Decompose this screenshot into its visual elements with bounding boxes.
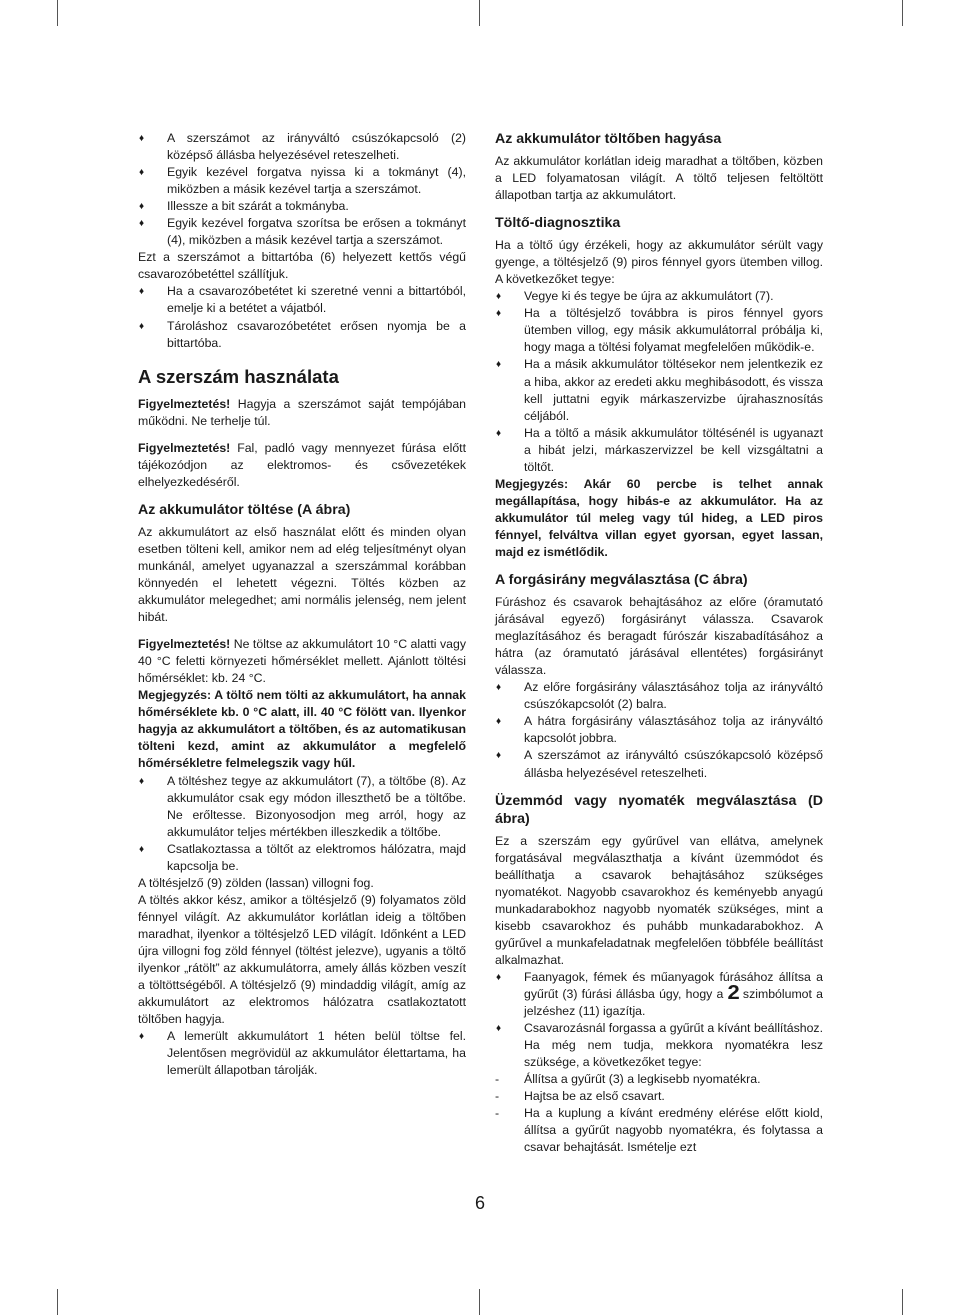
paragraph: Ez a szerszám egy gyűrűvel van ellátva, amelynek forgatásával megválaszthatja a kívánt üzemmódot és beállíthatja a csavarok behajtásához szükséges nyomatékot. Nagyobb csavarokhoz és keményebb anyagú munkadarabokhoz nagyobb nyomaték szükséges, mint a kisebb csavarokhoz és puhább munkadarabokhoz. A gyűrűvel a munkafeladatnak megfelelően többféle beállítást alkalmazhat. [495,833,823,967]
charging-steps-list [138,773,466,875]
crop-mark-bottom-left [57,1289,58,1315]
list-item: ♦ A töltéshez tegye az akkumulátort (7), a töltőbe (8). Az akkumulátor csak egy módon illeszthető be a töltőbe. Ne erőltesse. Bizonyosodjon meg arról, hogy az akkumulátor teljes mértékben illeszkedik a töltőbe. [139,773,466,839]
crop-mark-top-center [479,0,480,26]
diamond-bullet-icon: ♦ [139,1031,145,1043]
list-item: ♦ Illessze a bit szárát a tokmányba. [138,198,466,215]
list-item: ♦ Ha a töltő a másik akkumulátor töltésénél is ugyanazt a hibát jelzi, márkaszervizzel be kell vizsgáltatni a töltőt. [496,425,823,474]
list-item: ♦ Ha a másik akkumulátor töltésekor nem jelentkezik ez a hiba, akkor az eredeti akku meghibásodott, és vissza kell juttatni egyik márkaszervizbe újrahasznosítás céljából. [496,357,823,423]
list-item: ♦ Egyik kezével forgatva nyissa ki a tokmányt (4), miközben a másik kezével tartja a szerszámot. [139,165,466,197]
diamond-bullet-icon: ♦ [496,682,502,694]
paragraph: Az akkumulátort az első használat előtt és minden olyan esetben tölteni kell, amikor nem ad elég teljesítményt olyan munkánál, amelyet ugyanazzal a szerszámmal korábban könnyedén el lehetett végezni. Töltés közben az akkumulátor melegedhet; ami normális jelenség, nem jelent hibát. [138,524,466,625]
list-item: ♦ A hátra forgásirány választásához tolja az irányváltó kapcsolót jobbra. [496,714,823,746]
paragraph: A töltés akkor kész, amikor a töltésjelző (9) folyamatos zöld fénnyel világít. Az akkumulátor korlátlan ideig a töltőben maradhat, ilyenkor a töltésjelző LED világít. Időnként a LED újra villogni fog zöld fénnyel (töltést jelezve), ugyanis a töltő ilyenkor „rátölt” az akkumulátorra, amely állás közben veszít a töltöttségéből. A töltésjelző (9) mindaddig világít, amíg az akkumulátort az elektromos hálózatra csatlakoztatott töltőben hagyja. [138,892,466,1027]
paragraph: Fúráshoz és csavarok behajtásához az előre (óramutató járásával egyező) forgásirányt válassza. Csavarok meglazításához és beragadt fúrószár kiszabadításához a hátra (az óramutató járásával ellentétes) forgásirányt válassza. [495,595,823,678]
torque-steps-list [495,1071,823,1156]
list-item: - Ha a kuplung a kívánt eredmény elérése előtt kiold, állítsa a gyűrűt nagyobb nyomatékra, és folytassa a csavar behajtását. Ismételje ezt [495,1106,823,1155]
diamond-bullet-icon: ♦ [496,750,502,762]
bittarto-list [138,283,466,351]
warning-label: Figyelmeztetés! [138,396,231,411]
diamond-bullet-icon: ♦ [496,291,502,303]
diamond-bullet-icon: ♦ [139,775,145,787]
drill-mode-symbol-icon: 2 [727,981,740,1004]
page-number: 6 [474,1193,485,1213]
dash-bullet-icon: - [495,1106,500,1121]
diamond-bullet-icon: ♦ [139,201,145,213]
diamond-bullet-icon: ♦ [496,427,502,439]
list-item: ♦ Az előre forgásirány választásához tolja az irányváltó csúszókapcsolót (2) balra. [496,680,823,712]
list-item: ♦ Csavarozásnál forgassa a gyűrűt a kívánt beállításhoz. Ha még nem tudja, mekkora nyomatékra lesz szüksége, a következőket tegye: - Állítsa a gyűrűt (3) a legkisebb nyomatékra. - Hajtsa be az első csavart. - Ha a kuplung a kívánt eredmény elérése előtt kiold, állítsa a gyűrűt nagyobb nyomatékra, és folytassa a csavar behajtását. Ismételje ezt [495,1020,823,1156]
warning-label: Figyelmeztetés! [138,440,231,455]
note-paragraph: Megjegyzés: A töltő nem tölti az akkumulátort, ha annak hőmérséklete kb. 0 °C alatt, ill. 40 °C fölött van. Ilyenkor hagyja az akkumulátort a töltőben, és az automatikusan tölteni kezd, amint az akkumulátor a megfelelő hőmérsékletre felmelegszik vagy hűl. [138,688,466,771]
diamond-bullet-icon: ♦ [496,716,502,728]
crop-mark-bottom-center [479,1289,480,1315]
dash-bullet-icon: - [495,1089,500,1104]
section-heading-leave-in-charger: Az akkumulátor töltőben hagyása [495,131,722,147]
left-column [138,130,466,1079]
list-item: ♦ Tároláshoz csavarozóbetétet erősen nyomja be a bittartóba. [139,318,466,350]
section-heading-diagnostics: Töltő-diagnosztika [495,215,621,232]
section-heading-mode-torque: Üzemmód vagy nyomaték megválasztása (D ábra) [495,792,823,827]
section-heading-usage: A szerszám használata [138,365,339,387]
mode-list [495,969,823,1157]
list-item: - Hajtsa be az első csavart. [495,1088,823,1105]
diamond-bullet-icon: ♦ [139,218,145,230]
list-item: - Állítsa a gyűrűt (3) a legkisebb nyomatékra. [495,1071,823,1088]
note-paragraph: Megjegyzés: Akár 60 percbe is telhet annak megállapítása, hogy hibás-e az akkumulátor. Ha az akkumulátor túl meleg vagy túl hideg, a LED piros fénnyel, felváltva villan egyet gyorsan, egyet lassan, majd ez ismétlődik. [495,476,823,559]
dash-bullet-icon: - [495,1072,500,1087]
warning-paragraph: Figyelmeztetés! Fal, padló vagy mennyezet fúrása előtt tájékozódjon az elektromos- és csővezetékek elhelyezkedéséről. [138,440,466,489]
diamond-bullet-icon: ♦ [496,308,502,320]
paragraph: A töltésjelző (9) zölden (lassan) villogni fog. [138,875,374,890]
paragraph: Ha a töltő úgy érzékeli, hogy az akkumulátor sérült vagy gyenge, a töltésjelző (9) piros fénnyel gyors ütemben villog. A következőket tegye: [495,238,823,287]
warning-paragraph: Figyelmeztetés! Hagyja a szerszámot saját tempójában működni. Ne terhelje túl. [138,396,466,428]
crop-mark-top-right [902,0,903,26]
list-item: ♦ Ha a töltésjelző továbbra is piros fénnyel gyors ütemben villog, egy másik akkumulátorral próbálja ki, hogy maga a töltési folyamat megfelelően működik-e. [496,306,823,355]
direction-list [495,679,823,781]
paragraph: Ezt a szerszámot a bittartóba (6) helyezett kettős végű csavarozóbetéttel szállítjuk. [138,250,466,282]
list-item: ♦ Egyik kezével forgatva szorítsa be erősen a tokmányt (4), miközben a másik kezével tartja a szerszámot. [139,216,466,248]
warning-label: Figyelmeztetés! [138,637,231,652]
section-heading-charging: Az akkumulátor töltése (A ábra) [138,501,351,518]
diagnostics-list [495,288,823,476]
diamond-bullet-icon: ♦ [496,1023,502,1035]
tokmany-steps-list [138,130,466,249]
section-heading-direction: A forgásirány megválasztása (C ábra) [495,572,748,589]
list-item: ♦ A szerszámot az irányváltó csúszókapcsoló (2) középső állásba helyezésével reteszelheti. [139,131,466,163]
diamond-bullet-icon: ♦ [139,843,145,855]
crop-mark-top-left [57,0,58,26]
paragraph: Az akkumulátor korlátlan ideig maradhat a töltőben, közben a LED folyamatosan világít. A töltő teljesen feltöltött állapotban tartja az akkumulátort. [495,154,823,203]
warning-paragraph: Figyelmeztetés! Ne töltse az akkumulátort 10 °C alatti vagy 40 °C feletti környezeti hőmérséklet mellett. Ajánlott töltési hőmérséklet: kb. 24 °C. [138,637,466,686]
list-item: ♦ Csatlakoztassa a töltőt az elektromos hálózatra, majd kapcsolja be. [139,841,466,873]
diamond-bullet-icon: ♦ [139,320,145,332]
list-item: ♦ A szerszámot az irányváltó csúszókapcsoló középső állásba helyezésével reteszelheti. [496,748,823,780]
list-item: ♦ Vegye ki és tegye be újra az akkumulátort (7). [495,288,823,305]
diamond-bullet-icon: ♦ [139,286,145,298]
storage-list [138,1028,466,1079]
diamond-bullet-icon: ♦ [139,133,145,144]
crop-mark-bottom-right [902,1289,903,1315]
list-item: ♦ Faanyagok, fémek és műanyagok fúrásához állítsa a gyűrűt (3) fúrási állásba úgy, hogy a 2 szimbólumot a jelzéshez (11) igazítja. [496,969,823,1019]
diamond-bullet-icon: ♦ [496,359,502,371]
right-column [495,130,823,1156]
diamond-bullet-icon: ♦ [496,971,502,983]
list-item: ♦ Ha a csavarozóbetétet ki szeretné venni a bittartóból, emelje ki a betétet a vájatból. [139,284,466,316]
list-item: ♦ A lemerült akkumulátort 1 héten belül töltse fel. Jelentősen megrövidül az akkumulátor élettartama, ha lemerült állapotban tárolják. [139,1029,466,1078]
diamond-bullet-icon: ♦ [139,167,145,179]
